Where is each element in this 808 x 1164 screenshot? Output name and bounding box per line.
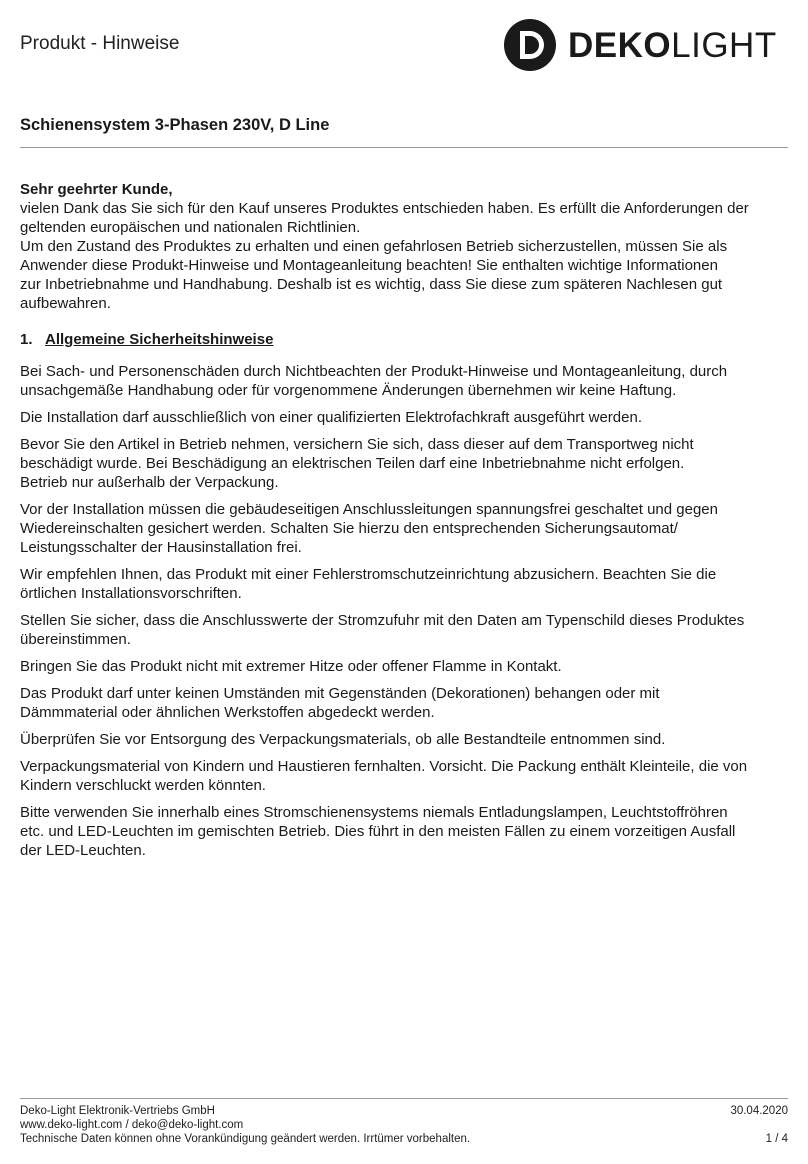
paragraph-line: Wir empfehlen Ihnen, das Produkt mit einer Fehlerstromschutzeinrichtung abzusichern. Beachten Sie die [20,566,717,583]
footer-company: Deko-Light Elektronik-Vertriebs GmbH [20,1105,215,1117]
safety-paragraph [20,757,788,795]
safety-paragraph [20,500,788,557]
safety-paragraph [20,611,788,649]
brand-wordmark [568,25,777,65]
paragraph-line: örtlichen Installationsvorschriften. [20,585,242,602]
safety-paragraph [20,730,788,749]
intro-line: vielen Dank das Sie sich für den Kauf unseres Produktes entschieden haben. Es erfüllt die Anforderungen der [20,200,749,217]
page-footer [20,1104,788,1146]
section-title: Allgemeine Sicherheitshinweise [45,331,274,348]
intro-line: aufbewahren. [20,295,111,312]
paragraph-line: Dämmmaterial oder ähnlichen Werkstoffen abgedeckt werden. [20,704,435,721]
safety-paragraph [20,565,788,603]
footer-contact[interactable]: www.deko-light.com / deko@deko-light.com [20,1119,244,1131]
document-body [20,180,788,868]
paragraph-line: beschädigt wurde. Bei Beschädigung an elektrischen Teilen darf eine Inbetriebnahme nicht erfolgen. [20,455,685,472]
footer-date: 30.04.2020 [730,1105,788,1117]
footer-disclaimer: Technische Daten können ohne Vorankündigung geändert werden. Irrtümer vorbehalten. [20,1133,471,1145]
paragraph-line: Verpackungsmaterial von Kindern und Haustieren fernhalten. Vorsicht. Die Packung enthält Kleinteile, die von [20,758,748,775]
section-number: 1. [20,331,33,348]
greeting: Sehr geehrter Kunde, [20,181,173,198]
intro-line: Um den Zustand des Produktes zu erhalten und einen gefahrlosen Betrieb sicherzustellen, müssen Sie als [20,238,728,255]
paragraph-line: Bei Sach- und Personenschäden durch Nichtbeachten der Produkt-Hinweise und Montageanleitung, durch [20,363,728,380]
safety-paragraph [20,435,788,492]
paragraph-line: Bitte verwenden Sie innerhalb eines Stromschienensystems niemals Entladungslampen, Leuchtstoffröhren [20,804,728,821]
intro-paragraph [20,199,788,313]
paragraph-line: Stellen Sie sicher, dass die Anschlusswerte der Stromzufuhr mit den Daten am Typenschild dieses Produktes [20,612,745,629]
footer-divider [20,1098,788,1099]
safety-paragraph [20,684,788,722]
paragraph-line: Kindern verschluckt werden könnten. [20,777,266,794]
paragraph-line: Leistungsschalter der Hausinstallation frei. [20,539,302,556]
safety-paragraph [20,362,788,400]
document-title: Schienensystem 3-Phasen 230V, D Line [20,116,330,134]
safety-paragraph [20,657,788,676]
footer-row [20,1104,788,1118]
safety-paragraph [20,408,788,427]
section-heading [20,330,788,349]
paragraph-line: Betrieb nur außerhalb der Verpackung. [20,474,279,491]
footer-page-number: 1 / 4 [765,1133,788,1145]
paragraph-line: Die Installation darf ausschließlich von einer qualifizierten Elektrofachkraft ausgeführt werden. [20,409,642,426]
brand-wordmark-bold: DEKO [568,25,672,65]
intro-line: geltenden europäischen und nationalen Richtlinien. [20,219,361,236]
title-divider [20,147,788,148]
footer-row [20,1118,788,1132]
brand-logo [503,18,777,72]
paragraph-line: Vor der Installation müssen die gebäudeseitigen Anschlussleitungen spannungsfrei geschaltet und gegen [20,501,718,518]
paragraph-line: Bevor Sie den Artikel in Betrieb nehmen, versichern Sie sich, dass dieser auf dem Transportweg nicht [20,436,694,453]
paragraph-line: Das Produkt darf unter keinen Umständen mit Gegenständen (Dekorationen) behangen oder mit [20,685,660,702]
intro-line: Anwender diese Produkt-Hinweise und Montageanleitung beachten! Sie enthalten wichtige Informationen [20,257,718,274]
paragraph-line: etc. und LED-Leuchten im gemischten Betrieb. Dies führt in den meisten Fällen zu einem vorzeitigen Ausfall [20,823,736,840]
paragraph-line: übereinstimmen. [20,631,131,648]
paragraph-line: der LED-Leuchten. [20,842,146,859]
safety-paragraph [20,803,788,860]
brand-wordmark-light: LIGHT [671,25,777,65]
paragraph-line: Überprüfen Sie vor Entsorgung des Verpackungsmaterials, ob alle Bestandteile entnommen sind. [20,731,666,748]
intro-line: zur Inbetriebnahme und Handhabung. Deshalb ist es wichtig, dass Sie diese zum späteren Nachlesen gut [20,276,723,293]
paragraph-line: unsachgemäße Handhabung oder für vorgenommene Änderungen übernehmen wir keine Haftung. [20,382,677,399]
footer-row [20,1132,788,1146]
paragraph-line: Wiedereinschalten gesichert werden. Schalten Sie hierzu den entsprechenden Sicherungsautomat/ [20,520,678,537]
dekolight-d-logo-icon [503,18,557,72]
paragraph-line: Bringen Sie das Produkt nicht mit extremer Hitze oder offener Flamme in Kontakt. [20,658,562,675]
page-header-title: Produkt - Hinweise [20,33,180,54]
